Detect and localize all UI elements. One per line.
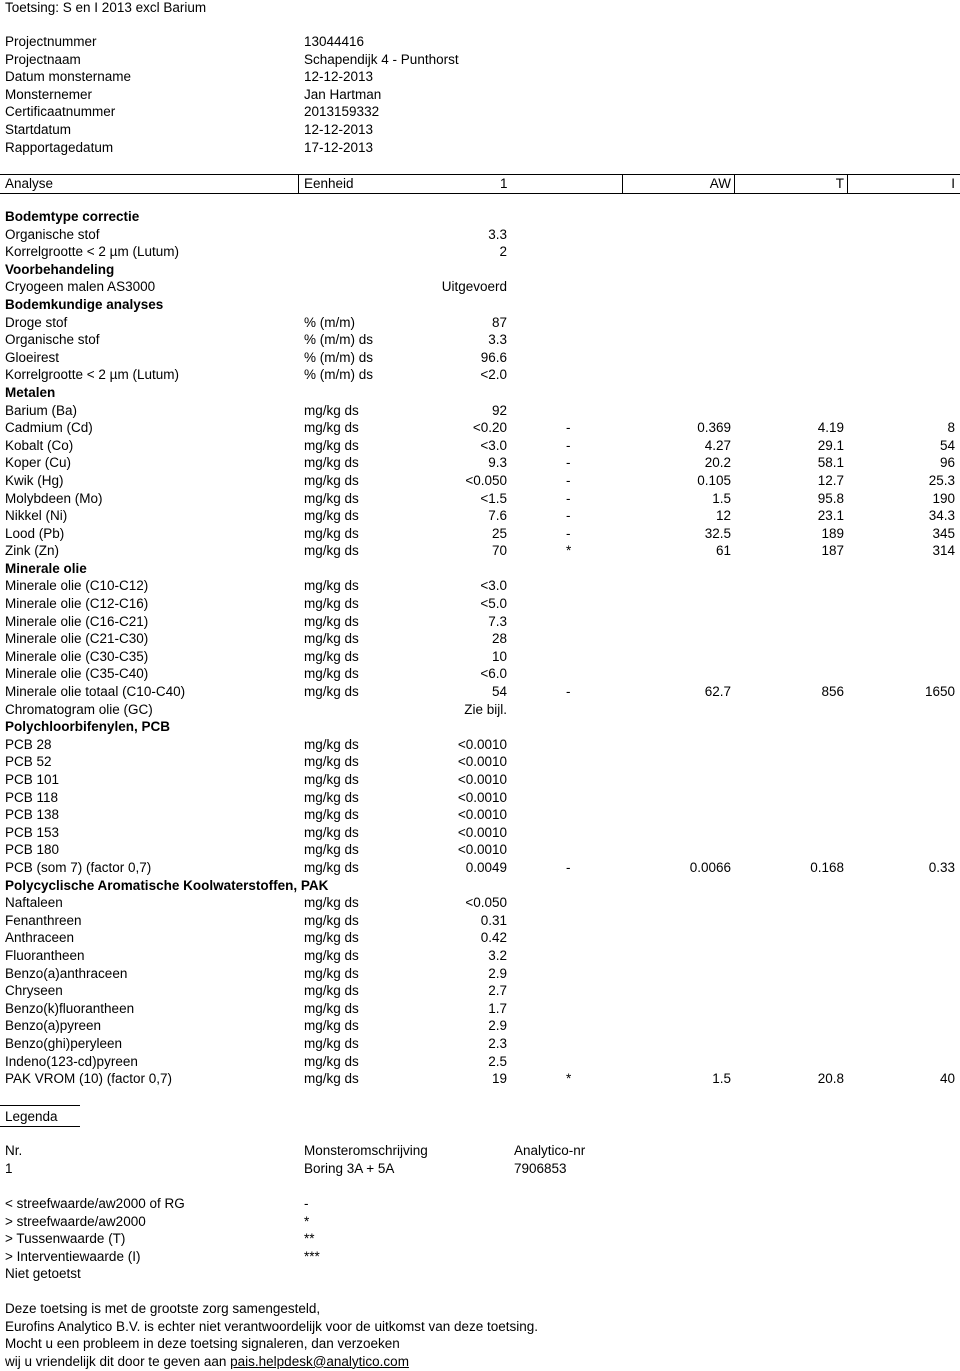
analyse-name: Naftaleen — [5, 895, 63, 911]
analyse-value: 0.0049 — [465, 859, 507, 875]
analyse-name: Minerale olie (C12-C16) — [5, 596, 149, 612]
i-value: 25.3 — [928, 472, 955, 488]
analyse-value: <2.0 — [480, 367, 507, 383]
col-header-analyse: Analyse — [5, 176, 54, 191]
i-value: 34.3 — [928, 508, 955, 524]
info-row — [5, 86, 955, 104]
analyse-value: <0.0010 — [457, 789, 507, 805]
result-row — [0, 349, 960, 367]
result-row — [0, 965, 960, 983]
aw-value: 12 — [715, 508, 731, 524]
i-value: 0.33 — [928, 859, 955, 875]
t-value: 856 — [821, 684, 844, 700]
section-heading: Polycyclische Aromatische Koolwaterstoffen, PAK — [5, 877, 329, 893]
sample-code-header: Analytico-nr — [514, 1143, 586, 1158]
analyse-unit: mg/kg ds — [304, 543, 359, 559]
legend-code-row — [5, 1248, 955, 1266]
analyse-unit: mg/kg ds — [304, 508, 359, 524]
aw-value: 4.27 — [704, 437, 731, 453]
analyse-name: Cryogeen malen AS3000 — [5, 279, 156, 295]
i-value: 8 — [947, 420, 955, 436]
section-heading: Voorbehandeling — [5, 261, 115, 277]
analyse-unit: mg/kg ds — [304, 420, 359, 436]
result-row — [0, 1000, 960, 1018]
analyse-unit: mg/kg ds — [304, 455, 359, 471]
analyse-name: Korrelgrootte < 2 µm (Lutum) — [5, 367, 179, 383]
result-row — [0, 947, 960, 965]
aw-value: 0.369 — [697, 420, 731, 436]
section-heading-row — [0, 877, 960, 895]
analyse-name: Fenanthreen — [5, 912, 82, 928]
i-value: 314 — [932, 543, 955, 559]
legend-code-row — [5, 1213, 955, 1231]
analyse-value: 1.7 — [488, 1000, 507, 1016]
analyse-value: 2 — [499, 244, 507, 260]
legend-code-symbol: * — [304, 1213, 310, 1229]
analyse-name: PCB 28 — [5, 736, 52, 752]
legend-code-label: > Interventiewaarde (I) — [5, 1248, 141, 1264]
t-value: 189 — [821, 525, 844, 541]
analyse-name: PCB 118 — [5, 789, 59, 805]
t-value: 4.19 — [817, 420, 844, 436]
info-label: Projectnaam — [5, 51, 81, 67]
note-line: Deze toetsing is met de grootste zorg samengesteld, — [5, 1301, 321, 1316]
analyse-unit: mg/kg ds — [304, 895, 359, 911]
analyse-unit: mg/kg ds — [304, 666, 359, 682]
info-label: Startdatum — [5, 121, 72, 137]
info-label: Monsternemer — [5, 86, 93, 102]
info-label: Rapportagedatum — [5, 139, 114, 155]
info-label: Projectnummer — [5, 34, 97, 49]
result-row — [0, 331, 960, 349]
info-value: 12-12-2013 — [304, 121, 374, 137]
t-value: 12.7 — [817, 472, 844, 488]
analyse-value: <0.0010 — [457, 824, 507, 840]
results-header — [0, 174, 960, 194]
result-row — [0, 736, 960, 754]
analyse-value: 7.3 — [488, 613, 507, 629]
analyse-unit: mg/kg ds — [304, 1071, 359, 1087]
result-row — [0, 613, 960, 631]
analyse-name: Minerale olie (C35-C40) — [5, 666, 149, 682]
result-row — [0, 278, 960, 296]
col-header-i: I — [951, 176, 955, 191]
analyse-name: Indeno(123-cd)pyreen — [5, 1053, 138, 1069]
analyse-unit: mg/kg ds — [304, 490, 359, 506]
analyse-value: 2.3 — [488, 1035, 507, 1051]
t-value: 23.1 — [817, 508, 844, 524]
analyse-unit: mg/kg ds — [304, 648, 359, 664]
analyse-name: PCB 180 — [5, 842, 60, 858]
analyse-name: Barium (Ba) — [5, 402, 78, 418]
analyse-name: Minerale olie (C21-C30) — [5, 631, 149, 647]
result-row — [0, 859, 960, 877]
result-row — [0, 683, 960, 701]
result-row — [0, 1035, 960, 1053]
analyse-unit: mg/kg ds — [304, 754, 359, 770]
info-label: Certificaatnummer — [5, 104, 116, 120]
analyse-unit: mg/kg ds — [304, 631, 359, 647]
legend-codes — [5, 1195, 955, 1283]
result-row — [0, 630, 960, 648]
result-row — [0, 542, 960, 560]
analyse-name: Nikkel (Ni) — [5, 508, 68, 524]
analyse-value: 54 — [491, 684, 507, 700]
analyse-value: 92 — [491, 402, 507, 418]
result-row — [0, 753, 960, 771]
analyse-value: <0.0010 — [457, 772, 507, 787]
analyse-flag: - — [566, 525, 571, 541]
legend-code-row — [5, 1195, 955, 1213]
result-row — [0, 577, 960, 595]
result-row — [0, 789, 960, 807]
helpdesk-email-link[interactable]: pais.helpdesk@analytico.com — [230, 1353, 409, 1369]
analyse-value: <3.0 — [480, 578, 507, 594]
aw-value: 1.5 — [712, 1071, 731, 1087]
info-value: 17-12-2013 — [304, 139, 374, 155]
analyse-value: 3.3 — [488, 332, 507, 348]
info-row — [5, 68, 955, 86]
analyse-flag: - — [566, 508, 571, 524]
analyse-unit: mg/kg ds — [304, 1000, 359, 1016]
t-value: 58.1 — [817, 455, 844, 471]
aw-value: 1.5 — [712, 490, 731, 506]
result-row — [0, 525, 960, 543]
analyse-value: 0.42 — [480, 930, 507, 946]
results-table — [0, 208, 960, 1088]
analyse-unit: % (m/m) ds — [304, 332, 373, 348]
i-value: 40 — [939, 1071, 955, 1087]
analyse-value: <6.0 — [480, 666, 507, 682]
analyse-name: Chryseen — [5, 983, 63, 999]
analyse-unit: mg/kg ds — [304, 912, 359, 928]
result-row — [0, 806, 960, 824]
aw-value: 61 — [715, 543, 731, 559]
legend-code-symbol: ** — [304, 1231, 315, 1247]
analyse-name: Kwik (Hg) — [5, 472, 64, 488]
analyse-value: 3.2 — [488, 947, 507, 963]
analyse-flag: * — [566, 543, 572, 559]
result-row — [0, 841, 960, 859]
disclaimer-note — [5, 1300, 955, 1370]
aw-value: 0.105 — [697, 472, 731, 488]
result-row — [0, 771, 960, 789]
analyse-name: Fluorantheen — [5, 947, 85, 963]
analyse-unit: mg/kg ds — [304, 525, 359, 541]
analyse-name: Benzo(a)anthraceen — [5, 965, 128, 981]
analyse-flag: - — [566, 859, 571, 875]
result-row — [0, 982, 960, 1000]
section-heading-row — [0, 560, 960, 578]
i-value: 345 — [932, 525, 955, 541]
analyse-unit: % (m/m) ds — [304, 367, 373, 383]
i-value: 1650 — [924, 684, 955, 700]
section-heading: Bodemtype correctie — [5, 209, 140, 224]
analyse-unit: mg/kg ds — [304, 947, 359, 963]
result-row — [0, 226, 960, 244]
analyse-name: Lood (Pb) — [5, 525, 65, 541]
sample-desc-header: Monsteromschrijving — [304, 1143, 428, 1158]
legend-heading: Legenda — [0, 1105, 80, 1127]
analyse-value: Uitgevoerd — [441, 279, 507, 295]
note-line: Mocht u een probleem in deze toetsing signaleren, dan verzoeken — [5, 1336, 400, 1352]
analyse-flag: - — [566, 472, 571, 488]
result-row — [0, 648, 960, 666]
analyse-unit: mg/kg ds — [304, 772, 359, 787]
analyse-name: Anthraceen — [5, 930, 75, 946]
result-row — [0, 490, 960, 508]
section-heading-row — [0, 384, 960, 402]
info-label: Datum monstername — [5, 69, 132, 85]
analyse-unit: mg/kg ds — [304, 613, 359, 629]
analyse-unit: mg/kg ds — [304, 402, 359, 418]
result-row — [0, 595, 960, 613]
analyse-unit: mg/kg ds — [304, 1035, 359, 1051]
info-row — [5, 33, 955, 51]
analyse-flag: - — [566, 455, 571, 471]
sample-row — [5, 1160, 955, 1178]
analyse-unit: mg/kg ds — [304, 596, 359, 612]
note-line — [5, 1353, 955, 1371]
analyse-unit: mg/kg ds — [304, 824, 359, 840]
sample-nr-header: Nr. — [5, 1143, 23, 1158]
result-row — [0, 419, 960, 437]
info-row — [5, 139, 955, 157]
analyse-unit: mg/kg ds — [304, 807, 359, 823]
info-value: 13044416 — [304, 34, 365, 49]
analyse-unit: % (m/m) ds — [304, 349, 373, 365]
result-row — [0, 1070, 960, 1088]
result-row — [0, 1017, 960, 1035]
analyse-value: <0.0010 — [457, 736, 507, 752]
analyse-value: <5.0 — [480, 596, 507, 612]
analyse-name: Droge stof — [5, 314, 68, 330]
analyse-name: Chromatogram olie (GC) — [5, 701, 153, 717]
result-row — [0, 701, 960, 719]
analyse-flag: - — [566, 490, 571, 506]
sample-code: 7906853 — [514, 1160, 567, 1176]
analyse-flag: - — [566, 437, 571, 453]
analyse-unit: mg/kg ds — [304, 983, 359, 999]
analyse-unit: mg/kg ds — [304, 1018, 359, 1034]
analyse-name: Korrelgrootte < 2 µm (Lutum) — [5, 244, 179, 260]
legend-code-symbol: *** — [304, 1248, 320, 1264]
analyse-flag: - — [566, 684, 571, 700]
analyse-value: 0.31 — [480, 912, 507, 928]
analyse-name: Organische stof — [5, 226, 100, 242]
analyse-name: Molybdeen (Mo) — [5, 490, 103, 506]
info-value: Schapendijk 4 - Punthorst — [304, 51, 459, 67]
column-divider — [622, 175, 623, 193]
col-header-sample: 1 — [500, 176, 508, 191]
analyse-value: 3.3 — [488, 226, 507, 242]
col-header-aw: AW — [709, 176, 731, 191]
section-heading: Minerale olie — [5, 560, 87, 576]
analyse-unit: mg/kg ds — [304, 859, 359, 875]
analyse-unit: mg/kg ds — [304, 789, 359, 805]
i-value: 96 — [939, 455, 955, 471]
sample-header-row — [5, 1142, 955, 1160]
t-value: 20.8 — [817, 1071, 844, 1087]
analyse-name: Gloeirest — [5, 349, 60, 365]
info-value: 2013159332 — [304, 104, 380, 120]
report-title: Toetsing: S en I 2013 excl Barium — [5, 0, 207, 15]
result-row — [0, 472, 960, 490]
result-row — [0, 929, 960, 947]
analyse-value: 19 — [491, 1071, 507, 1087]
analyse-name: Minerale olie (C10-C12) — [5, 578, 149, 594]
analyse-value: 25 — [491, 525, 507, 541]
analyse-name: Zink (Zn) — [5, 543, 59, 559]
analyse-name: PCB 52 — [5, 754, 52, 770]
analyse-unit: mg/kg ds — [304, 472, 359, 488]
analyse-name: Minerale olie totaal (C10-C40) — [5, 684, 186, 700]
analyse-unit: % (m/m) — [304, 314, 355, 330]
analyse-unit: mg/kg ds — [304, 1053, 359, 1069]
note-line: Eurofins Analytico B.V. is echter niet verantwoordelijk voor de uitkomst van deze toetsing. — [5, 1318, 539, 1334]
analyse-value: <0.0010 — [457, 842, 507, 858]
legend-code-row — [5, 1265, 955, 1283]
analyse-value: <3.0 — [480, 437, 507, 453]
analyse-value: <0.20 — [472, 420, 507, 436]
result-row — [0, 366, 960, 384]
t-value: 29.1 — [817, 437, 844, 453]
project-info — [5, 33, 955, 156]
analyse-name: Organische stof — [5, 332, 100, 348]
analyse-unit: mg/kg ds — [304, 578, 359, 594]
analyse-name: PCB 101 — [5, 772, 60, 787]
analyse-name: Cadmium (Cd) — [5, 420, 93, 436]
column-divider — [734, 175, 735, 193]
result-row — [0, 912, 960, 930]
analyse-value: 70 — [491, 543, 507, 559]
analyse-unit: mg/kg ds — [304, 965, 359, 981]
analyse-name: Koper (Cu) — [5, 455, 72, 471]
column-divider — [298, 175, 299, 193]
result-row — [0, 665, 960, 683]
aw-value: 20.2 — [704, 455, 731, 471]
legend-code-row — [5, 1230, 955, 1248]
col-header-t: T — [835, 176, 844, 191]
analyse-name: PAK VROM (10) (factor 0,7) — [5, 1071, 173, 1087]
result-row — [0, 437, 960, 455]
section-heading-row — [0, 718, 960, 736]
section-heading: Metalen — [5, 384, 56, 400]
aw-value: 62.7 — [704, 684, 731, 700]
section-heading: Bodemkundige analyses — [5, 296, 164, 312]
section-heading-row — [0, 296, 960, 314]
t-value: 95.8 — [817, 490, 844, 506]
analyse-unit: mg/kg ds — [304, 684, 359, 700]
analyse-name: PCB 153 — [5, 824, 60, 840]
analyse-value: 2.7 — [488, 983, 507, 999]
sample-nr: 1 — [5, 1160, 13, 1176]
analyse-value: <0.0010 — [457, 807, 507, 823]
result-row — [0, 507, 960, 525]
analyse-name: Minerale olie (C30-C35) — [5, 648, 149, 664]
result-row — [0, 314, 960, 332]
analyse-unit: mg/kg ds — [304, 437, 359, 453]
analyse-value: <0.0010 — [457, 754, 507, 770]
aw-value: 32.5 — [704, 525, 731, 541]
analyse-value: <1.5 — [480, 490, 507, 506]
info-row — [5, 121, 955, 139]
analyse-name: Minerale olie (C16-C21) — [5, 613, 149, 629]
note-line-text: wij u vriendelijk dit door te geven aan — [5, 1353, 231, 1369]
result-row — [0, 243, 960, 261]
legend-code-label: > streefwaarde/aw2000 — [5, 1213, 146, 1229]
t-value: 0.168 — [810, 859, 844, 875]
sample-desc: Boring 3A + 5A — [304, 1160, 395, 1176]
info-value: Jan Hartman — [304, 86, 382, 102]
analyse-name: Kobalt (Co) — [5, 437, 74, 453]
analyse-value: Zie bijl. — [464, 701, 507, 717]
result-row — [0, 402, 960, 420]
legend-code-label: Niet getoetst — [5, 1266, 81, 1282]
section-heading-row — [0, 208, 960, 226]
analyse-name: Benzo(a)pyreen — [5, 1018, 102, 1034]
result-row — [0, 1053, 960, 1071]
analyse-value: 28 — [491, 631, 507, 647]
analyse-flag: - — [566, 420, 571, 436]
analyse-name: PCB 138 — [5, 807, 60, 823]
analyse-name: Benzo(k)fluorantheen — [5, 1000, 135, 1016]
section-heading: Polychloorbifenylen, PCB — [5, 719, 171, 735]
legend-code-symbol: - — [304, 1196, 309, 1211]
info-value: 12-12-2013 — [304, 69, 374, 85]
col-header-eenheid: Eenheid — [304, 176, 354, 191]
analyse-value: 2.5 — [488, 1053, 507, 1069]
aw-value: 0.0066 — [689, 859, 731, 875]
analyse-value: 10 — [491, 648, 507, 664]
i-value: 54 — [939, 437, 955, 453]
legend-code-label: < streefwaarde/aw2000 of RG — [5, 1196, 185, 1211]
result-row — [0, 454, 960, 472]
t-value: 187 — [821, 543, 844, 559]
analyse-value: <0.050 — [465, 472, 507, 488]
analyse-unit: mg/kg ds — [304, 736, 359, 752]
info-row — [5, 103, 955, 121]
sample-list — [5, 1142, 955, 1177]
analyse-name: Benzo(ghi)peryleen — [5, 1035, 123, 1051]
legend-code-label: > Tussenwaarde (T) — [5, 1231, 126, 1247]
analyse-value: 9.3 — [488, 455, 507, 471]
section-heading-row — [0, 261, 960, 279]
analyse-flag: * — [566, 1071, 572, 1087]
analyse-value: <0.050 — [465, 895, 507, 911]
info-row — [5, 51, 955, 69]
i-value: 190 — [932, 490, 955, 506]
column-divider — [847, 175, 848, 193]
result-row — [0, 824, 960, 842]
analyse-value: 2.9 — [488, 965, 507, 981]
result-row — [0, 894, 960, 912]
analyse-value: 2.9 — [488, 1018, 507, 1034]
analyse-unit: mg/kg ds — [304, 842, 359, 858]
analyse-unit: mg/kg ds — [304, 930, 359, 946]
analyse-name: PCB (som 7) (factor 0,7) — [5, 859, 152, 875]
analyse-value: 7.6 — [488, 508, 507, 524]
analyse-value: 87 — [491, 314, 507, 330]
analyse-value: 96.6 — [480, 349, 507, 365]
